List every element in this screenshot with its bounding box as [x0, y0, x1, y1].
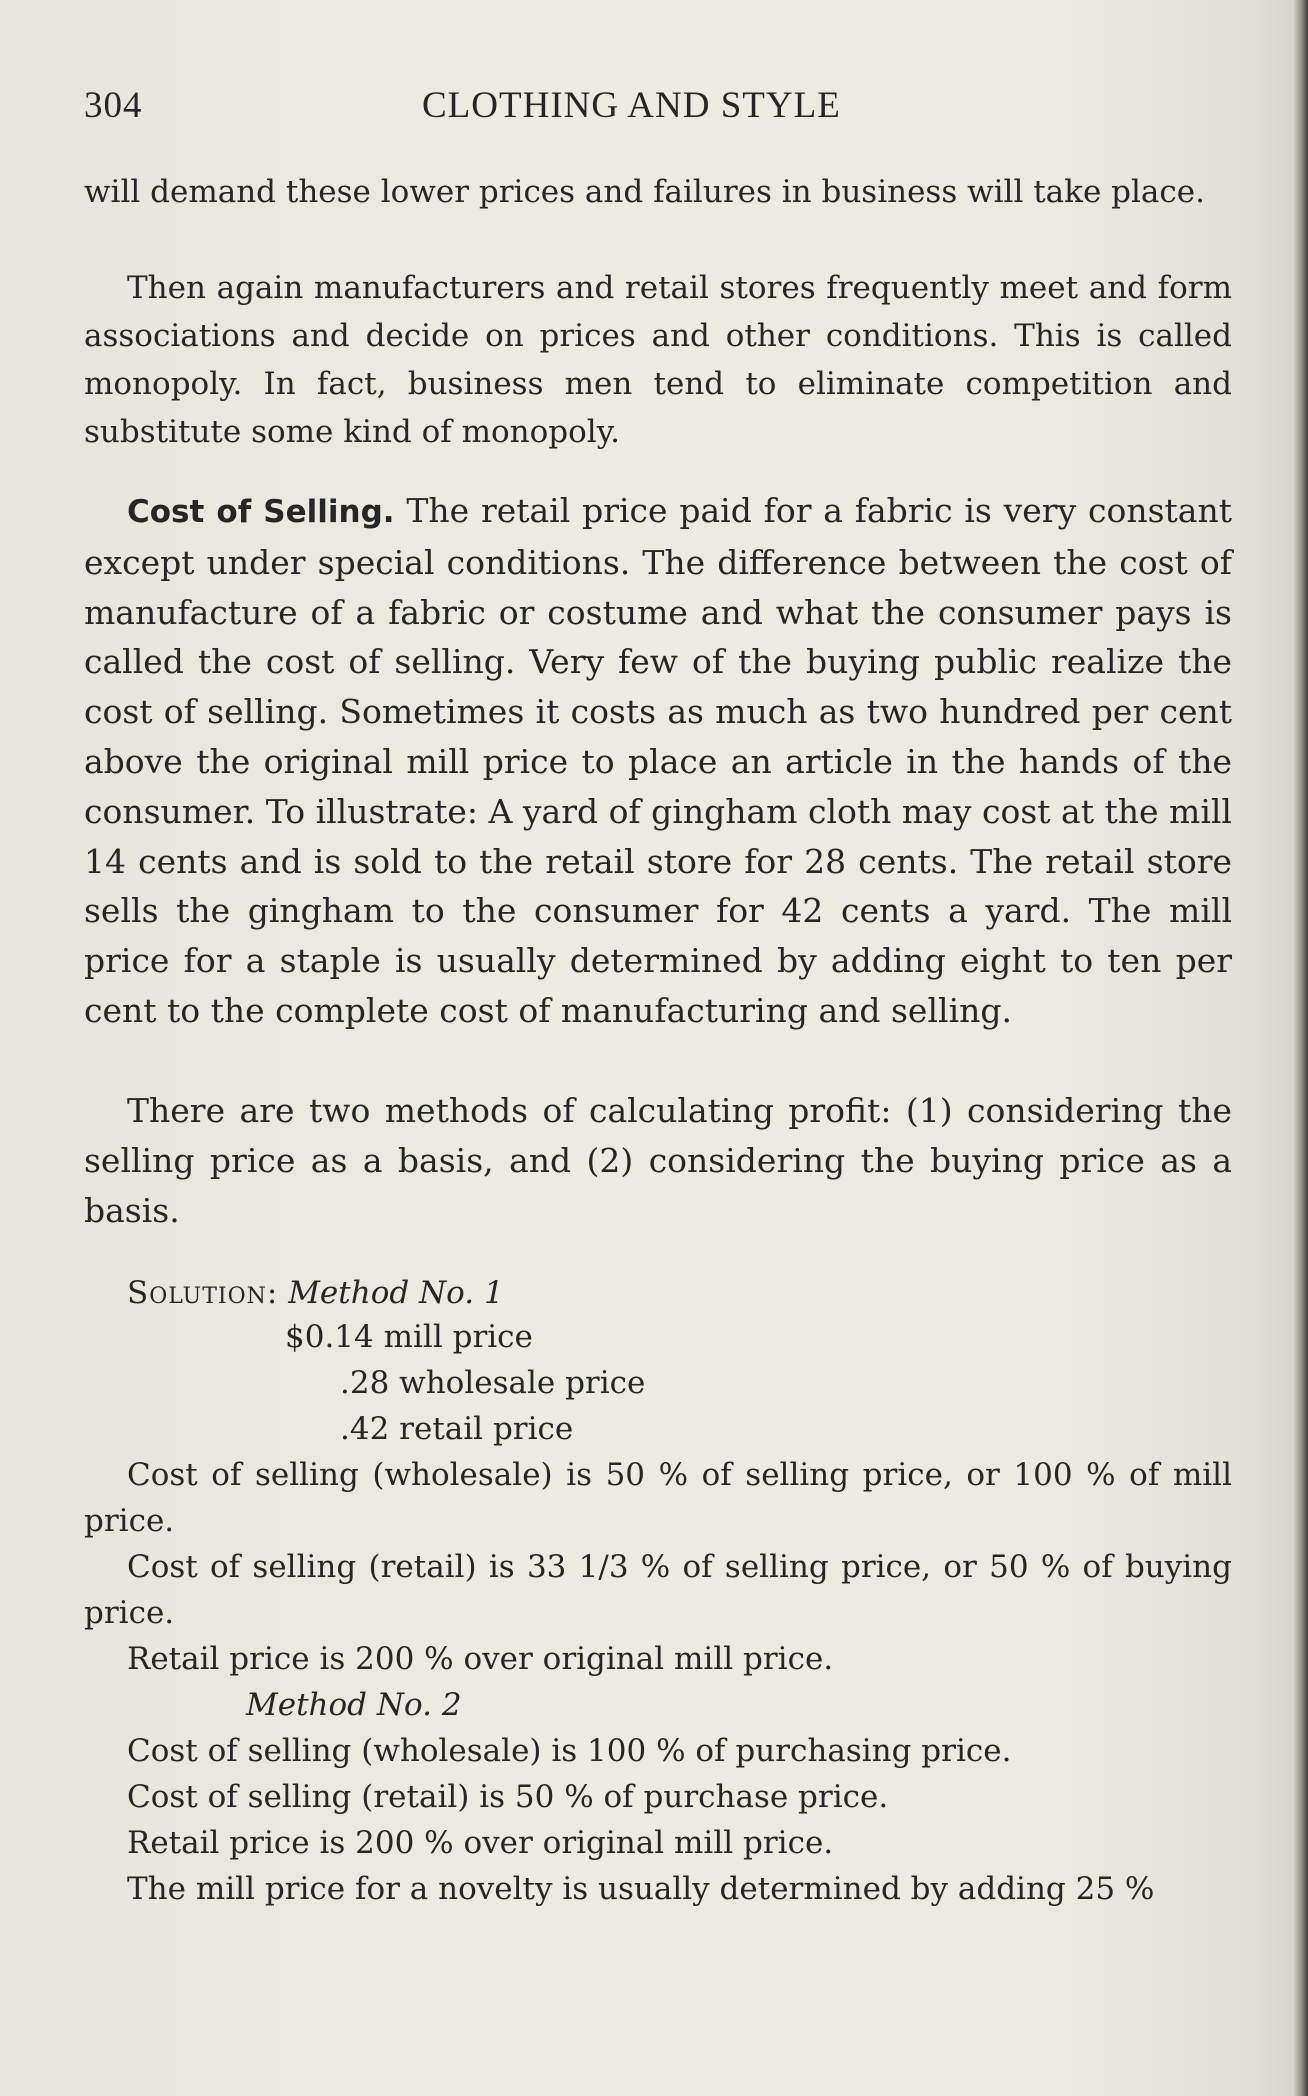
- calc-wholesale-price: .28 wholesale price: [340, 1365, 646, 1401]
- method-1-heading: Method No. 1: [288, 1275, 504, 1311]
- paragraph-monopoly: Then again manufacturers and retail stores frequently meet and form associations and decide on prices and other conditions. This is called monopoly. In fact, business men tend to eliminate competition and substitute some kind of monopoly.: [84, 270, 1232, 450]
- section-heading: Cost of Selling.: [127, 494, 395, 530]
- method-2-retail-price: Retail price is 200 % over original mill price.: [127, 1825, 834, 1861]
- novelty-pricing: The mill price for a novelty is usually determined by adding 25 %: [127, 1871, 1155, 1907]
- page-edge: [1294, 0, 1308, 2096]
- calc-retail-price: .42 retail price: [340, 1411, 574, 1447]
- page-number: 304: [84, 85, 143, 126]
- paragraph-cost-of-selling-text: The retail price paid for a fabric is very constant except under special conditions. The difference between the cost of manufacture of a fabric or costume and what the consumer pays is called the cost of selling. Very few of the buying public realize the cost of selling. Sometimes it costs as much as two hundred per cent above the original mill price to place an article in the hands of the consumer. To illustrate: A yard of gingham cloth may cost at the mill 14 cents and is sold to the retail store for 28 cents. The retail store sells the gingham to the consumer for 42 cents a yard. The mill price for a staple is usually determined by adding eight to ten per cent to the complete cost of manufacturing and selling.: [84, 491, 1232, 1030]
- page-header: [84, 84, 1232, 134]
- method-2-wholesale: Cost of selling (wholesale) is 100 % of purchasing price.: [127, 1733, 1012, 1769]
- calc-mill-price: $0.14 mill price: [285, 1319, 533, 1355]
- method-2-retail: Cost of selling (retail) is 50 % of purchase price.: [127, 1779, 889, 1815]
- method-1-retail: Cost of selling (retail) is 33 1/3 % of selling price, or 50 % of buying price.: [84, 1549, 1232, 1631]
- solution-label: Solution:: [127, 1275, 279, 1311]
- solution-heading: [127, 1270, 504, 1316]
- paragraph-cost-of-selling: [84, 486, 1232, 1036]
- method-1-retail-price: Retail price is 200 % over original mill price.: [127, 1641, 834, 1677]
- paragraph-profit-methods: There are two methods of calculating profit: (1) considering the selling price as a basis, and (2) considering the buying price as a basis.: [84, 1091, 1232, 1230]
- method-1-wholesale: Cost of selling (wholesale) is 50 % of selling price, or 100 % of mill price.: [84, 1457, 1232, 1539]
- paragraph-continuation: will demand these lower prices and failures in business will take place.: [84, 174, 1205, 210]
- running-title: CLOTHING AND STYLE: [422, 85, 841, 126]
- method-2-heading: Method No. 2: [246, 1687, 462, 1723]
